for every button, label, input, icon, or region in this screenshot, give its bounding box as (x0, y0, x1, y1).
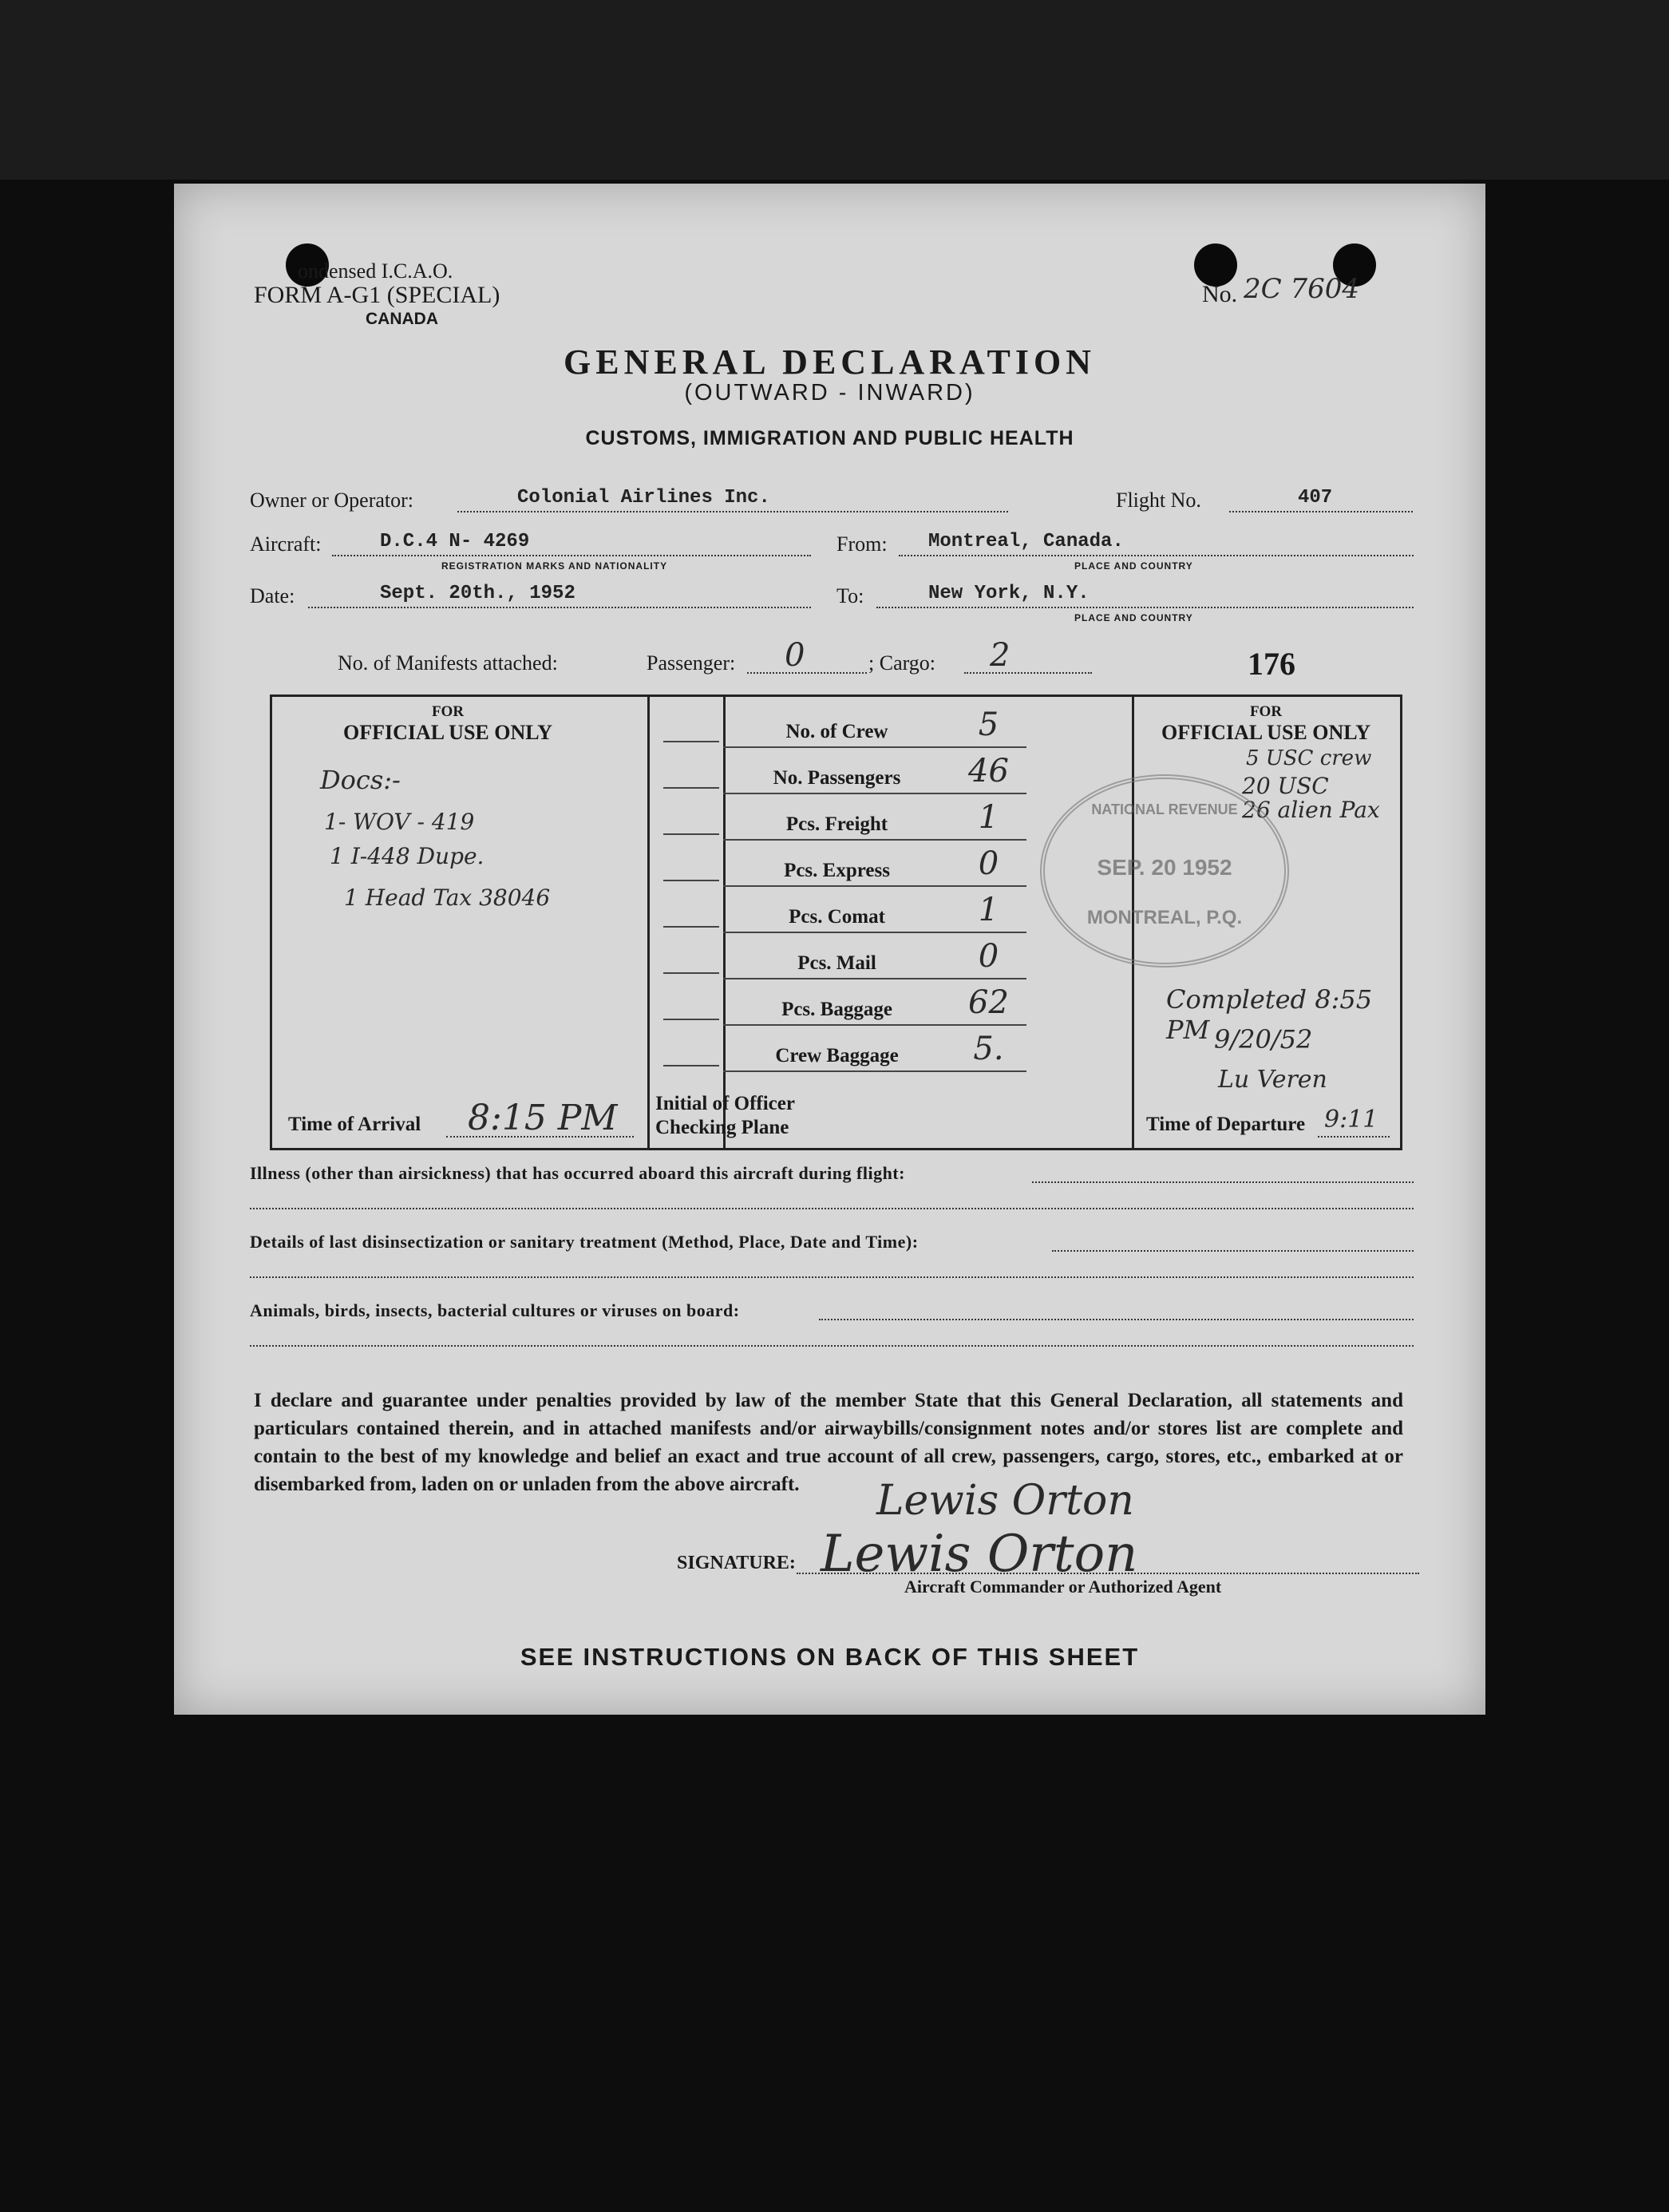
signature-label: SIGNATURE: (677, 1553, 796, 1573)
illness-label: Illness (other than airsickness) that has occurred aboard this aircraft during flight: (250, 1163, 905, 1183)
express-label: Pcs. Express (784, 860, 890, 881)
official-right-note-2: 20 USC (1242, 773, 1329, 799)
manifests-cargo-value[interactable]: 2 (990, 637, 1010, 674)
animals-line-1[interactable] (819, 1319, 1414, 1320)
officer-initials: Lu Veren (1218, 1066, 1327, 1094)
crew-baggage-value[interactable]: 5. (973, 1031, 1004, 1067)
serial-number-value: 2C 7604 (1244, 273, 1359, 305)
baggage-value[interactable]: 62 (968, 984, 1009, 1021)
manifests-passenger-line (747, 672, 867, 674)
disinsect-label: Details of last disinsectization or sanitary treatment (Method, Place, Date and Time): (250, 1232, 919, 1252)
row-divider (723, 1070, 1026, 1072)
arrival-label: Time of Arrival (288, 1114, 421, 1135)
completed-note: Completed 8:55 PM (1166, 984, 1373, 1045)
departure-value[interactable]: 9:11 (1324, 1106, 1378, 1134)
official-left-note-3: 1 I-448 Dupe. (330, 843, 484, 869)
dash-row (663, 1019, 719, 1020)
manifests-number: 176 (1248, 646, 1295, 682)
row-divider (723, 793, 1026, 794)
crew-label: No. of Crew (785, 721, 888, 742)
date-label: Date: (250, 584, 295, 607)
date-line (308, 607, 811, 608)
arrival-value[interactable]: 8:15 PM (468, 1098, 618, 1138)
row-divider (723, 1024, 1026, 1026)
passengers-value[interactable]: 46 (968, 753, 1009, 789)
customs-heading: CUSTOMS, IMMIGRATION AND PUBLIC HEALTH (585, 427, 1074, 449)
date-value[interactable]: Sept. 20th., 1952 (380, 583, 575, 604)
stamp-line-2: SEP. 20 1952 (1097, 855, 1232, 880)
disinsect-line-1[interactable] (1052, 1250, 1414, 1252)
manifests-cargo-line (964, 672, 1092, 674)
instructions-footer: SEE INSTRUCTIONS ON BACK OF THIS SHEET (520, 1643, 1140, 1671)
owner-value[interactable]: Colonial Airlines Inc. (517, 487, 770, 508)
signature-value[interactable]: Lewis Orton (821, 1525, 1138, 1584)
aircraft-value[interactable]: D.C.4 N- 4269 (380, 531, 530, 552)
declaration-form (174, 184, 1485, 1715)
illness-line-1[interactable] (1032, 1181, 1414, 1183)
animals-line-2[interactable] (250, 1345, 1414, 1347)
scan-border-top (0, 0, 1669, 180)
departure-label: Time of Departure (1146, 1114, 1306, 1135)
comat-label: Pcs. Comat (789, 906, 885, 928)
initial-officer-line1: Initial of Officer (655, 1093, 795, 1114)
initial-officer-label (655, 1092, 795, 1140)
punch-hole-right-1 (1194, 243, 1237, 287)
manifests-passenger-value[interactable]: 0 (785, 637, 805, 674)
official-left-for: FOR (431, 703, 465, 720)
from-caption: PLACE AND COUNTRY (1074, 560, 1193, 572)
baggage-label: Pcs. Baggage (781, 999, 892, 1020)
owner-line (457, 511, 1008, 512)
to-caption: PLACE AND COUNTRY (1074, 612, 1193, 623)
flight-label: Flight No. (1116, 489, 1201, 512)
page-title: GENERAL DECLARATION (564, 342, 1096, 382)
from-value[interactable]: Montreal, Canada. (928, 531, 1124, 552)
manifests-cargo-label: ; Cargo: (868, 651, 936, 675)
stamp-line-1: NATIONAL REVENUE (1091, 801, 1238, 817)
form-country: CANADA (366, 310, 438, 328)
aircraft-line (332, 555, 811, 556)
dash-row (663, 880, 719, 881)
owner-label: Owner or Operator: (250, 489, 414, 512)
dash-row (663, 1065, 719, 1066)
comat-value[interactable]: 1 (978, 892, 999, 928)
declaration-text: I declare and guarantee under penalties provided by law of the member State that this General Declaration, all statements and particulars contained therein, and in attached manifests and/or airwaybills/consignment notes and/or stores list are complete and contain to the best of my knowledge and belief an exact and true account of all crew, passengers, cargo, stores, etc., embarked at or disembarked from, laden on or unladen from the above aircraft. (254, 1390, 1403, 1495)
passengers-label: No. Passengers (773, 767, 901, 789)
form-source: ondensed I.C.A.O. (298, 259, 453, 283)
aircraft-label: Aircraft: (250, 532, 322, 556)
dash-row (663, 926, 719, 928)
manifests-passenger-label: Passenger: (647, 651, 736, 675)
mail-label: Pcs. Mail (797, 952, 876, 974)
flight-value[interactable]: 407 (1298, 487, 1333, 508)
to-value[interactable]: New York, N.Y. (928, 583, 1090, 604)
official-left-note-4: 1 Head Tax 38046 (344, 884, 551, 911)
official-right-for: FOR (1249, 703, 1283, 720)
official-left-title: OFFICIAL USE ONLY (343, 721, 552, 744)
from-label: From: (836, 532, 888, 556)
crew-value[interactable]: 5 (978, 706, 999, 743)
express-value[interactable]: 0 (978, 845, 999, 882)
aircraft-caption: REGISTRATION MARKS AND NATIONALITY (441, 560, 668, 572)
dash-row (663, 741, 719, 742)
dash-row (663, 972, 719, 974)
signature-caption: Aircraft Commander or Authorized Agent (904, 1577, 1222, 1597)
row-divider (723, 839, 1026, 841)
serial-number-label: No. (1202, 281, 1238, 307)
completed-date: 9/20/52 (1214, 1024, 1313, 1055)
box-divider-1 (647, 697, 650, 1148)
stamp-line-3: MONTREAL, P.Q. (1086, 907, 1243, 928)
to-label: To: (836, 584, 864, 607)
form-number: FORM A-G1 (SPECIAL) (254, 282, 500, 308)
illness-line-2[interactable] (250, 1208, 1414, 1209)
row-divider (723, 885, 1026, 887)
customs-stamp (1040, 774, 1289, 968)
official-right-title: OFFICIAL USE ONLY (1161, 721, 1370, 744)
dash-row (663, 787, 719, 789)
manifests-label: No. of Manifests attached: (338, 651, 558, 675)
row-divider (723, 932, 1026, 933)
form-header (254, 259, 500, 331)
freight-value[interactable]: 1 (978, 799, 999, 836)
page-subtitle: (OUTWARD - INWARD) (684, 380, 975, 406)
mail-value[interactable]: 0 (978, 938, 999, 975)
official-right-note-1: 5 USC crew (1246, 746, 1372, 770)
official-right-note-3: 26 alien Pax (1242, 797, 1380, 823)
initial-officer-line2: Checking Plane (655, 1117, 789, 1138)
to-line (876, 607, 1414, 608)
dash-row (663, 833, 719, 835)
row-divider (723, 746, 1026, 748)
freight-label: Pcs. Freight (785, 813, 888, 835)
from-line (899, 555, 1414, 556)
official-left-note-1: Docs:- (320, 765, 401, 795)
flight-line (1229, 511, 1413, 512)
animals-label: Animals, birds, insects, bacterial cultures or viruses on board: (250, 1300, 740, 1320)
official-left-note-2: 1- WOV - 419 (324, 809, 475, 835)
disinsect-line-2[interactable] (250, 1276, 1414, 1278)
signature-overwrite: Lewis Orton (876, 1477, 1134, 1525)
departure-line (1318, 1136, 1390, 1138)
crew-baggage-label: Crew Baggage (775, 1045, 899, 1066)
row-divider (723, 978, 1026, 979)
